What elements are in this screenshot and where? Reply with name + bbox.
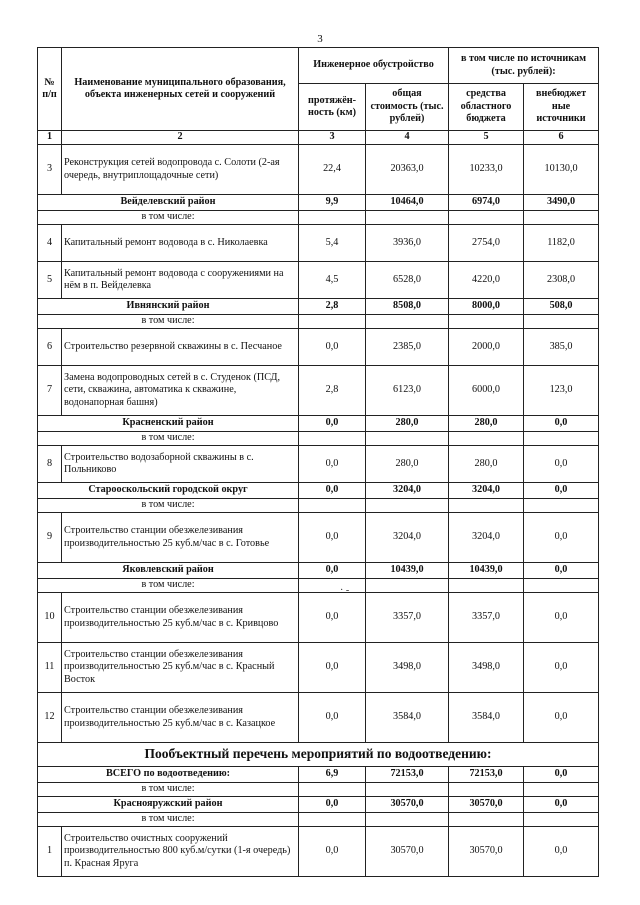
cost-value: 280,0 [366, 416, 449, 432]
object-name: Замена водопроводных сетей в с. Студенок (ПСД, сети, скважина, автоматика к скважине, водонапорная башня) [62, 366, 299, 416]
district-name: Вейделевский район [38, 195, 299, 211]
empty-cell [366, 579, 449, 593]
subheading-label: в том числе: [38, 211, 299, 225]
cost-value: 30570,0 [366, 827, 449, 877]
empty-cell [524, 432, 599, 446]
extrabudget-value: 385,0 [524, 329, 599, 366]
empty-cell [449, 211, 524, 225]
regional-budget-value: 3204,0 [449, 513, 524, 563]
length-value: 6,9 [299, 767, 366, 783]
subheading-row [38, 579, 599, 593]
empty-cell [524, 499, 599, 513]
cost-value: 280,0 [366, 446, 449, 483]
regional-budget-value: 280,0 [449, 416, 524, 432]
object-name: Строительство резервной скважины в с. Песчаное [62, 329, 299, 366]
length-value: 0,0 [299, 643, 366, 693]
empty-cell [366, 211, 449, 225]
table-row [38, 693, 599, 743]
empty-cell [449, 432, 524, 446]
object-name: Строительство станции обезжелезивания производительностью 25 куб.м/час в с. Кривцово [62, 593, 299, 643]
empty-cell [299, 579, 366, 593]
extrabudget-value: 1182,0 [524, 225, 599, 262]
object-name: Строительство станции обезжелезивания производительностью 25 куб.м/час в с. Красный Восток [62, 643, 299, 693]
row-number: 8 [38, 446, 62, 483]
cost-value: 6123,0 [366, 366, 449, 416]
length-value: 0,0 [299, 483, 366, 499]
empty-cell [449, 315, 524, 329]
header-regional: средства областного бюджета [449, 84, 524, 131]
regional-budget-value: 10439,0 [449, 563, 524, 579]
empty-cell [449, 499, 524, 513]
cost-value: 3498,0 [366, 643, 449, 693]
table-body [38, 145, 599, 877]
regional-budget-value: 3204,0 [449, 483, 524, 499]
object-name: Строительство станции обезжелезивания производительностью 25 куб.м/час в с. Готовье [62, 513, 299, 563]
table-row [38, 262, 599, 299]
length-value: 0,0 [299, 593, 366, 643]
district-total-row [38, 797, 599, 813]
empty-cell [524, 579, 599, 593]
district-total-row [38, 195, 599, 211]
col-index: 5 [449, 131, 524, 145]
object-name: Строительство очистных сооружений производительностью 800 куб.м/сутки (1-я очередь) п. Красная Яруга [62, 827, 299, 877]
district-name: Ивнянский район [38, 299, 299, 315]
cost-value: 20363,0 [366, 145, 449, 195]
header-num: № п/п [38, 48, 62, 131]
table-row [38, 513, 599, 563]
row-number: 4 [38, 225, 62, 262]
investment-table [37, 47, 599, 877]
header-cost: общая стоимость (тыс. рублей) [366, 84, 449, 131]
header-name: Наименование муниципального образования, объекта инженерных сетей и сооружений [62, 48, 299, 131]
empty-cell [299, 783, 366, 797]
empty-cell [299, 211, 366, 225]
cost-value: 8508,0 [366, 299, 449, 315]
empty-cell [449, 783, 524, 797]
header-length: протяжён-ность (км) [299, 84, 366, 131]
section-heading: Пообъектный перечень мероприятий по водоотведению: [38, 743, 599, 767]
cost-value: 3936,0 [366, 225, 449, 262]
cost-value: 10464,0 [366, 195, 449, 211]
empty-cell [524, 315, 599, 329]
regional-budget-value: 6974,0 [449, 195, 524, 211]
object-name: Капитальный ремонт водовода в с. Николаевка [62, 225, 299, 262]
col-index: 6 [524, 131, 599, 145]
subheading-row [38, 432, 599, 446]
regional-budget-value: 6000,0 [449, 366, 524, 416]
district-total-row [38, 483, 599, 499]
scan-speck: · - [340, 585, 350, 596]
cost-value: 6528,0 [366, 262, 449, 299]
regional-budget-value: 3584,0 [449, 693, 524, 743]
length-value: 0,0 [299, 513, 366, 563]
cost-value: 3584,0 [366, 693, 449, 743]
length-value: 4,5 [299, 262, 366, 299]
extrabudget-value: 0,0 [524, 797, 599, 813]
length-value: 2,8 [299, 366, 366, 416]
empty-cell [366, 783, 449, 797]
header-sources: в том числе по источникам (тыс. рублей): [449, 48, 599, 84]
subheading-label: в том числе: [38, 783, 299, 797]
row-number: 11 [38, 643, 62, 693]
extrabudget-value: 10130,0 [524, 145, 599, 195]
col-index: 4 [366, 131, 449, 145]
length-value: 22,4 [299, 145, 366, 195]
extrabudget-value: 0,0 [524, 827, 599, 877]
empty-cell [299, 499, 366, 513]
extrabudget-value: 3490,0 [524, 195, 599, 211]
empty-cell [366, 813, 449, 827]
regional-budget-value: 3498,0 [449, 643, 524, 693]
empty-cell [449, 579, 524, 593]
row-number: 10 [38, 593, 62, 643]
cost-value: 72153,0 [366, 767, 449, 783]
row-number: 12 [38, 693, 62, 743]
table-row [38, 827, 599, 877]
regional-budget-value: 30570,0 [449, 827, 524, 877]
row-number: 9 [38, 513, 62, 563]
cost-value: 3204,0 [366, 483, 449, 499]
object-name: Капитальный ремонт водовода с сооружениями на нём в п. Вейделевка [62, 262, 299, 299]
row-number: 6 [38, 329, 62, 366]
empty-cell [524, 813, 599, 827]
cost-value: 10439,0 [366, 563, 449, 579]
row-number: 3 [38, 145, 62, 195]
col-index: 2 [62, 131, 299, 145]
extrabudget-value: 0,0 [524, 767, 599, 783]
length-value: 0,0 [299, 693, 366, 743]
cost-value: 2385,0 [366, 329, 449, 366]
object-name: Строительство станции обезжелезивания производительностью 25 куб.м/час в с. Казацкое [62, 693, 299, 743]
district-name: Старооскольский городской округ [38, 483, 299, 499]
regional-budget-value: 3357,0 [449, 593, 524, 643]
col-index: 3 [299, 131, 366, 145]
extrabudget-value: 2308,0 [524, 262, 599, 299]
object-name: Реконструкция сетей водопровода с. Солоти (2-ая очередь, внутриплощадочные сети) [62, 145, 299, 195]
extrabudget-value: 508,0 [524, 299, 599, 315]
length-value: 0,0 [299, 416, 366, 432]
length-value: 9,9 [299, 195, 366, 211]
extrabudget-value: 0,0 [524, 483, 599, 499]
empty-cell [366, 432, 449, 446]
regional-budget-value: 30570,0 [449, 797, 524, 813]
regional-budget-value: 72153,0 [449, 767, 524, 783]
extrabudget-value: 0,0 [524, 563, 599, 579]
district-total-row [38, 563, 599, 579]
extrabudget-value: 0,0 [524, 446, 599, 483]
extrabudget-value: 0,0 [524, 643, 599, 693]
row-number: 5 [38, 262, 62, 299]
extrabudget-value: 0,0 [524, 693, 599, 743]
row-number: 1 [38, 827, 62, 877]
subheading-label: в том числе: [38, 315, 299, 329]
regional-budget-value: 280,0 [449, 446, 524, 483]
table-row [38, 145, 599, 195]
table-row [38, 225, 599, 262]
subheading-row [38, 783, 599, 797]
object-name: Строительство водозаборной скважины в с. Польниково [62, 446, 299, 483]
section-heading-row [38, 743, 599, 767]
col-index: 1 [38, 131, 62, 145]
length-value: 5,4 [299, 225, 366, 262]
district-name: Красненский район [38, 416, 299, 432]
cost-value: 30570,0 [366, 797, 449, 813]
cost-value: 3204,0 [366, 513, 449, 563]
district-name: Яковлевский район [38, 563, 299, 579]
subheading-label: в том числе: [38, 813, 299, 827]
district-total-row [38, 767, 599, 783]
regional-budget-value: 10233,0 [449, 145, 524, 195]
length-value: 0,0 [299, 446, 366, 483]
subheading-row [38, 499, 599, 513]
district-name: ВСЕГО по водоотведению: [38, 767, 299, 783]
district-total-row [38, 299, 599, 315]
extrabudget-value: 0,0 [524, 416, 599, 432]
length-value: 0,0 [299, 563, 366, 579]
extrabudget-value: 0,0 [524, 513, 599, 563]
regional-budget-value: 4220,0 [449, 262, 524, 299]
length-value: 0,0 [299, 827, 366, 877]
regional-budget-value: 2000,0 [449, 329, 524, 366]
empty-cell [449, 813, 524, 827]
empty-cell [299, 813, 366, 827]
length-value: 0,0 [299, 329, 366, 366]
row-number: 7 [38, 366, 62, 416]
empty-cell [524, 211, 599, 225]
district-name: Краснояружский район [38, 797, 299, 813]
table-row [38, 593, 599, 643]
table-row [38, 366, 599, 416]
subheading-label: в том числе: [38, 432, 299, 446]
length-value: 2,8 [299, 299, 366, 315]
district-total-row [38, 416, 599, 432]
header-engineering: Инженерное обустройство [299, 48, 449, 84]
cost-value: 3357,0 [366, 593, 449, 643]
subheading-row [38, 211, 599, 225]
page-number: 3 [317, 33, 323, 45]
empty-cell [366, 315, 449, 329]
subheading-label: в том числе: [38, 499, 299, 513]
length-value: 0,0 [299, 797, 366, 813]
table-row [38, 329, 599, 366]
header-extrabudget: внебюджет ные источники [524, 84, 599, 131]
extrabudget-value: 123,0 [524, 366, 599, 416]
subheading-row [38, 813, 599, 827]
regional-budget-value: 2754,0 [449, 225, 524, 262]
empty-cell [366, 499, 449, 513]
subheading-row [38, 315, 599, 329]
subheading-label: в том числе: [38, 579, 299, 593]
empty-cell [299, 432, 366, 446]
empty-cell [524, 783, 599, 797]
table-row [38, 446, 599, 483]
extrabudget-value: 0,0 [524, 593, 599, 643]
regional-budget-value: 8000,0 [449, 299, 524, 315]
table-row [38, 643, 599, 693]
empty-cell [299, 315, 366, 329]
